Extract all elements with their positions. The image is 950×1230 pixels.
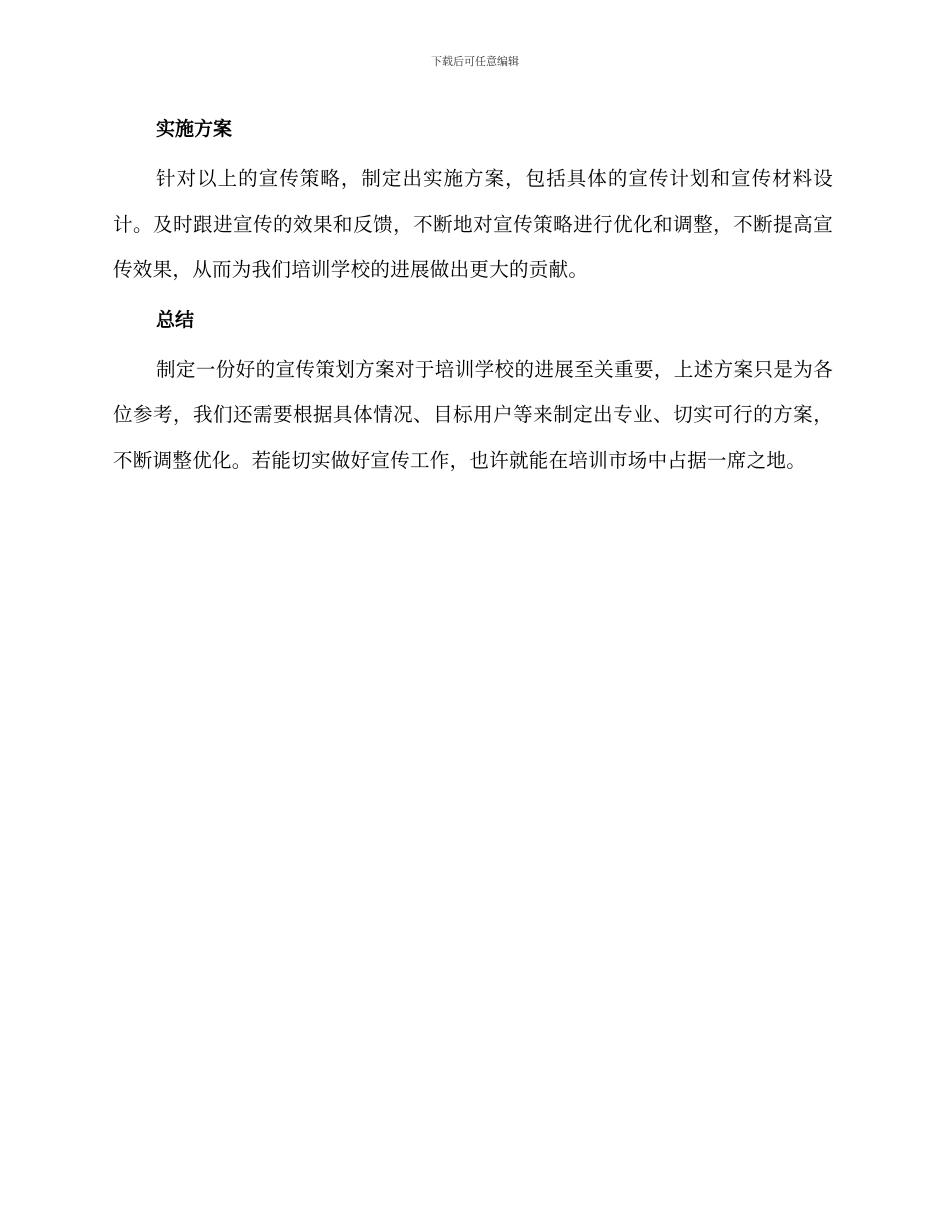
section-heading-implementation: 实施方案: [156, 118, 233, 140]
document-body: [113, 114, 833, 483]
page-header-note: 下载后可任意编辑: [431, 55, 519, 68]
section-paragraph-summary: 制定一份好的宣传策划方案对于培训学校的进展至关重要，上述方案只是为各位参考，我们还需要根据具体情况、目标用户等来制定出专业、切实可行的方案，不断调整优化。若能切实做好宣传工作，也许就能在培训市场中占据一席之地。: [113, 357, 833, 472]
section-heading-summary: 总结: [156, 308, 195, 331]
section-paragraph-implementation: 针对以上的宣传策略，制定出实施方案，包括具体的宣传计划和宣传材料设计。及时跟进宣传的效果和反馈，不断地对宣传策略进行优化和调整，不断提高宣传效果，从而为我们培训学校的进展做出更大的贡献。: [113, 167, 833, 281]
